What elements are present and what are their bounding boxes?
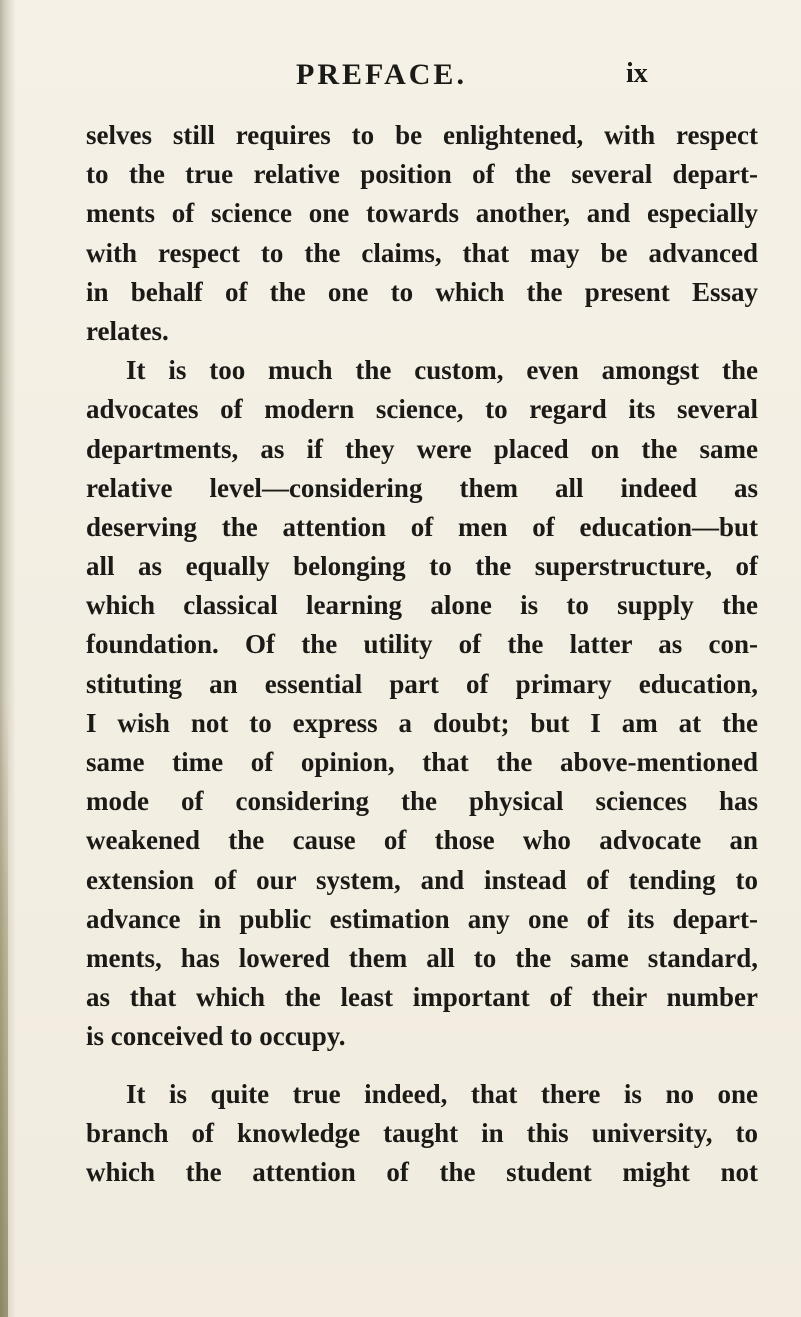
text-line: all as equally belonging to the superstructure, of	[86, 551, 758, 582]
text-line: advance in public estimation any one of its depart-	[86, 903, 758, 934]
text-line: is conceived to occupy.	[86, 1021, 346, 1052]
text-line: It is quite true indeed, that there is no one	[126, 1078, 758, 1109]
text-line: with respect to the claims, that may be advanced	[86, 237, 758, 268]
text-line: which classical learning alone is to supply the	[86, 590, 758, 621]
paragraph-gap	[86, 1057, 758, 1075]
paragraph	[86, 116, 758, 351]
text-line: foundation. Of the utility of the latter as con-	[86, 629, 758, 660]
text-line: stituting an essential part of primary education,	[86, 668, 758, 699]
text-line: selves still requires to be enlightened, with respect	[86, 120, 758, 150]
text-line: in behalf of the one to which the present Essay	[86, 276, 758, 307]
text-line: relates.	[86, 315, 169, 346]
text-line: branch of knowledge taught in this university, to	[86, 1117, 758, 1148]
text-line: relative level—considering them all indeed as	[86, 472, 758, 503]
text-line: which the attention of the student might not	[86, 1156, 758, 1187]
text-line: ments, has lowered them all to the same standard,	[86, 942, 758, 973]
text-line: as that which the least important of their number	[86, 982, 758, 1013]
running-head	[0, 58, 801, 98]
text-line: advocates of modern science, to regard its several	[86, 394, 758, 425]
text-line: ments of science one towards another, and especially	[86, 198, 758, 229]
text-line: same time of opinion, that the above-mentioned	[86, 747, 758, 777]
page-number: ix	[626, 58, 648, 89]
text-line: to the true relative position of the several depart-	[86, 159, 758, 190]
body-text	[86, 116, 758, 1192]
running-head-title: PREFACE.	[296, 58, 467, 91]
binding-shadow	[0, 700, 8, 1317]
paragraph	[86, 351, 758, 1056]
text-line: deserving the attention of men of education—but	[86, 511, 758, 542]
text-line: extension of our system, and instead of tending to	[86, 864, 758, 895]
paragraph	[86, 1075, 758, 1193]
text-line: mode of considering the physical sciences has	[86, 786, 758, 817]
text-line: weakened the cause of those who advocate an	[86, 825, 758, 856]
text-line: departments, as if they were placed on the same	[86, 433, 758, 464]
text-line: It is too much the custom, even amongst the	[126, 355, 758, 386]
text-line: I wish not to express a doubt; but I am at the	[86, 707, 758, 738]
